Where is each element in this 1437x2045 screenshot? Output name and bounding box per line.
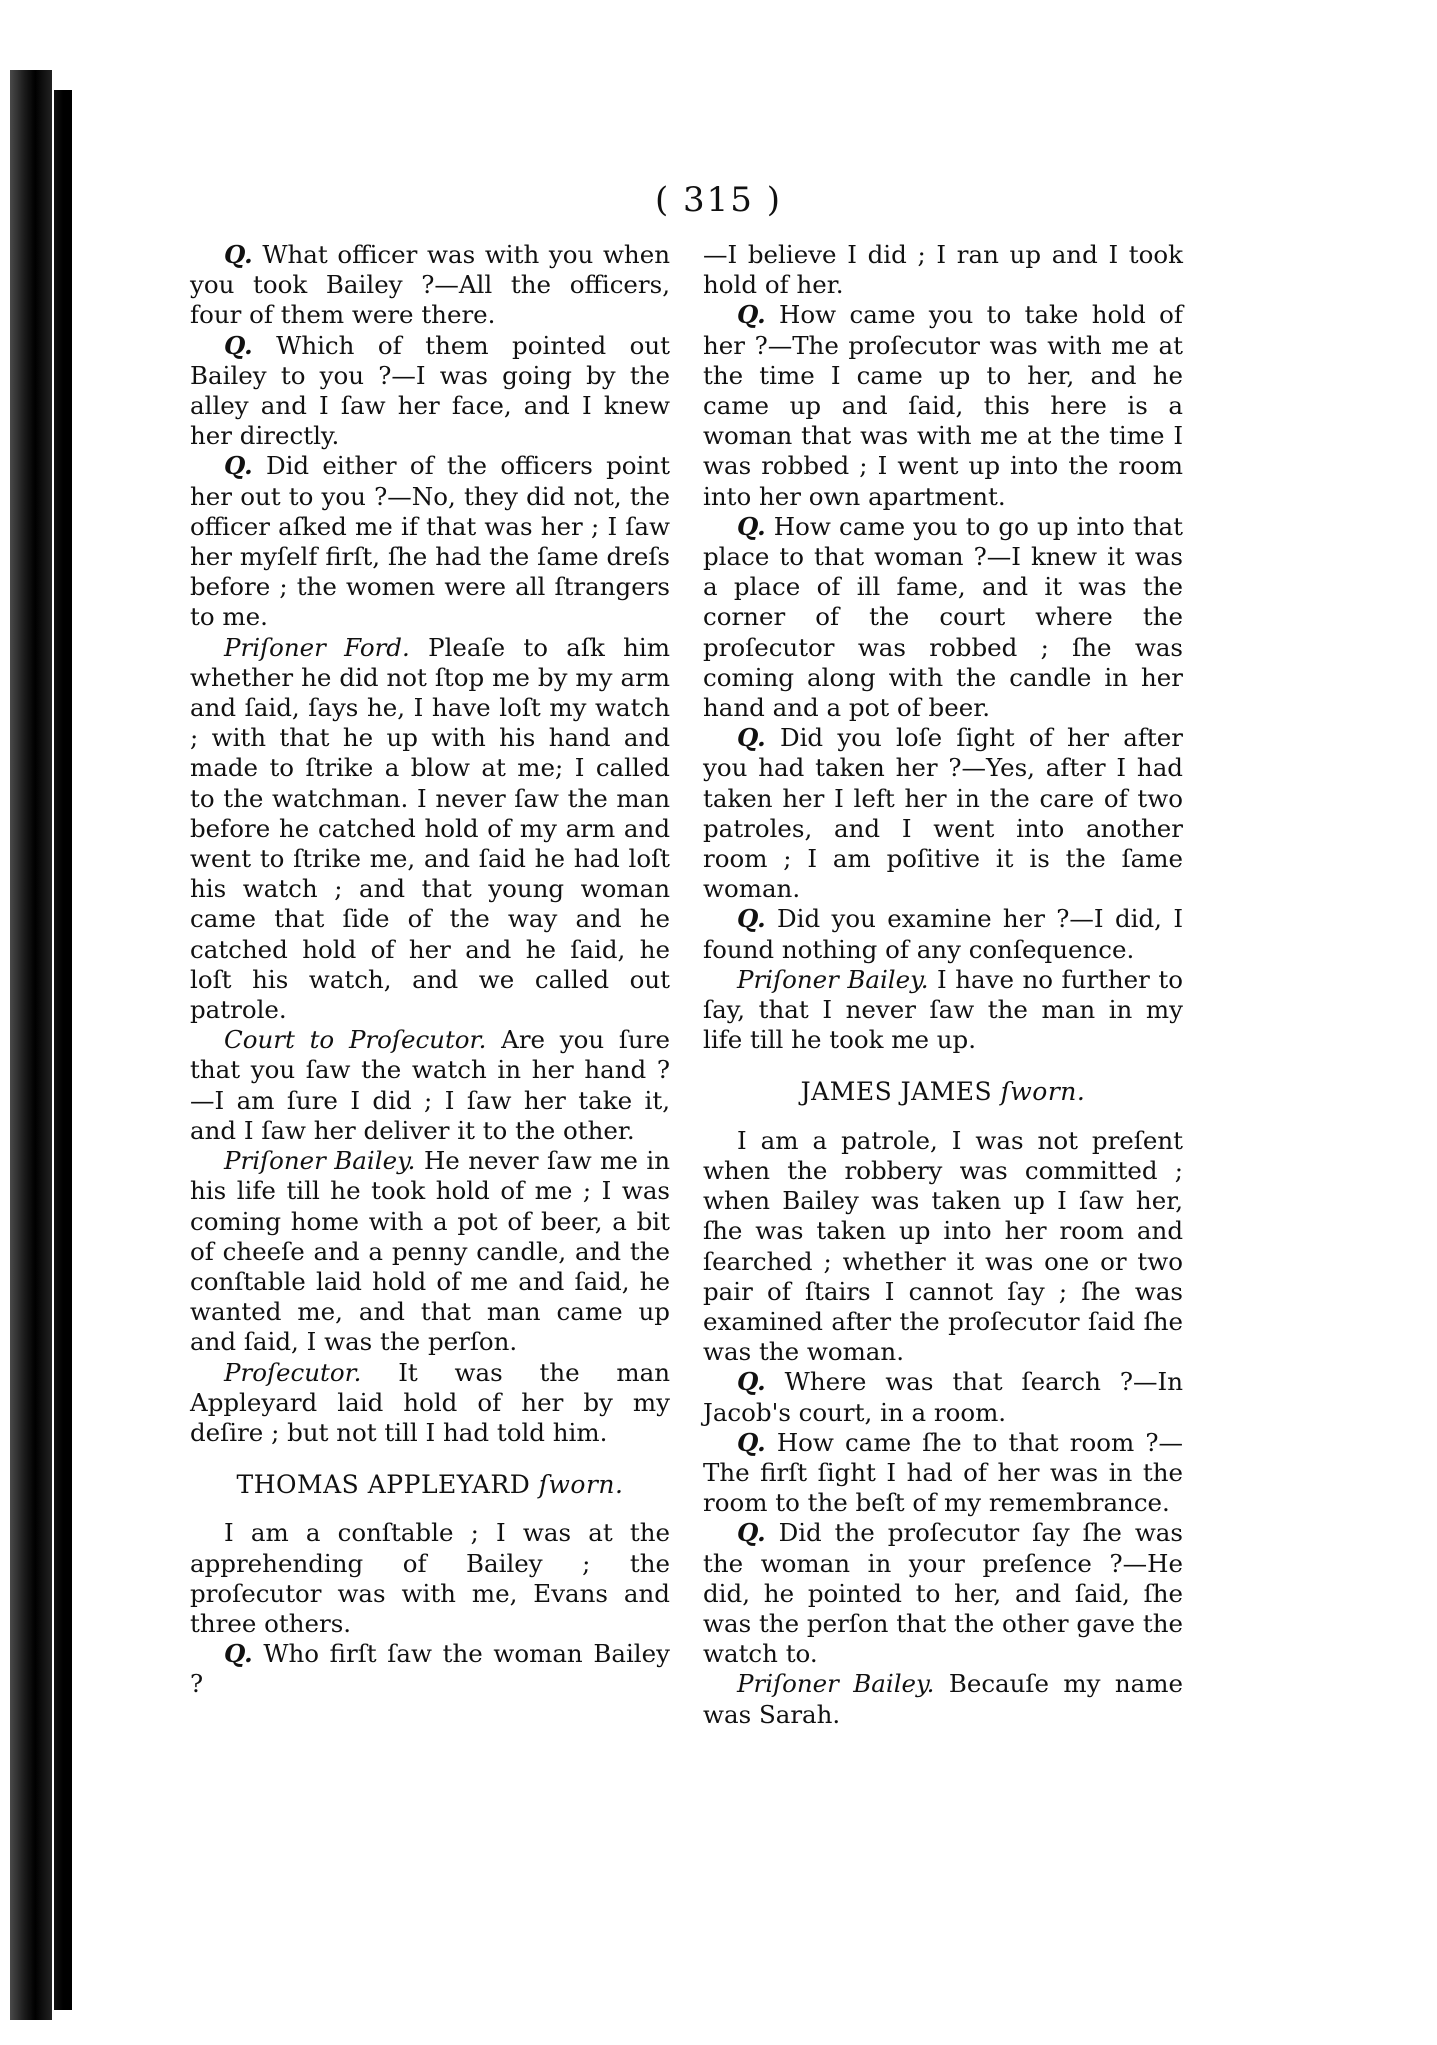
witness-heading [703,1077,1183,1107]
question-mark: Q. [737,511,766,541]
speaker-paragraph [190,1146,670,1357]
question-paragraph [190,240,670,331]
paragraph-text: Where was that ſearch ?—In Jacob's court, in a room. [703,1367,1183,1427]
question-mark: Q. [737,300,766,330]
question-paragraph [703,300,1183,511]
question-paragraph [190,331,670,452]
paragraph-text: How came you to take hold of her ?—The proſecutor was with me at the time I came up to her, and he came up and ſaid, this here is a woman that was with me at the time I was robbed ; I went up into the room into her own apartment. [703,300,1183,511]
speaker-paragraph [190,1358,670,1449]
paragraph-text: Which of them pointed out Bailey to you ?—I was going by the alley and I ſaw her face, and I knew her directly. [190,330,670,451]
speaker-label: Priſoner Ford. [224,632,410,662]
question-mark: Q. [737,1367,766,1397]
paragraph-text: How came ſhe to that room ?—The firſt ſight I had of her was in the room to the beſt of my remembrance. [703,1427,1183,1518]
continued-paragraph [703,240,1183,300]
left-column [190,240,670,1700]
question-paragraph [190,451,670,632]
witness-name: THOMAS APPLEYARD [236,1470,531,1500]
question-paragraph [703,1367,1183,1427]
page-number: ( 315 ) [654,180,783,220]
witness-name: JAMES JAMES [800,1077,993,1107]
question-mark: Q. [737,904,766,934]
question-mark: Q. [224,240,253,269]
question-mark: Q. [224,330,253,360]
paragraph-text: Did either of the officers point her out to you ?—No, they did not, the officer aſked me if that was her ; I ſaw her myſelf firſt, ſhe had the ſame dreſs before ; the women were all ſtrangers to me. [190,451,670,632]
speaker-label: Priſoner Bailey. [737,964,929,994]
question-mark: Q. [224,451,253,481]
paragraph-text: How came you to go up into that place to that woman ?—I knew it was a place of ill fame, and it was the corner of the court where the proſecutor was robbed ; ſhe was coming along with the candle in her hand and a pot of beer. [703,511,1183,723]
paragraph-text: I am a conſtable ; I was at the apprehending of Bailey ; the proſecutor was with me, Evans and three others. [190,1518,670,1638]
testimony-paragraph [703,1126,1183,1368]
question-mark: Q. [737,723,766,753]
speaker-label: Proſecutor. [224,1357,362,1387]
paragraph-text: What officer was with you when you took Bailey ?—All the officers, four of them were there. [190,240,670,330]
paragraph-text: Did you loſe ſight of her after you had taken her ?—Yes, after I had taken her I left her in the care of two patroles, and I went into another room ; I am poſitive it is the ſame woman. [703,723,1183,904]
question-mark: Q. [737,1427,766,1457]
paragraph-text: I have no further to ſay, that I never ſaw the man in my life till he took me up. [703,964,1183,1055]
paragraph-text: It was the man Appleyard laid hold of her by my deſire ; but not till I had told him. [190,1357,670,1447]
speaker-paragraph [190,633,670,1026]
sworn-label: ſworn. [1000,1077,1086,1107]
question-paragraph [703,1428,1183,1519]
right-column [703,240,1183,1730]
question-paragraph [190,1639,670,1699]
page-binding-edge [10,70,52,2020]
paragraph-text: Becauſe my name was Sarah. [703,1669,1183,1729]
question-paragraph [703,904,1183,964]
question-paragraph [703,512,1183,723]
paragraph-text: Did the proſecutor ſay ſhe was the woman in your preſence ?—He did, he pointed to her, and ſaid, ſhe was the perſon that the other gave the watch to. [703,1518,1183,1669]
witness-heading [190,1470,670,1500]
speaker-paragraph [703,1669,1183,1729]
speaker-label: Priſoner Bailey. [737,1669,935,1699]
paragraph-text: Are you ſure that you ſaw the watch in her hand ? —I am ſure I did ; I ſaw her take it, and I ſaw her deliver it to the other. [190,1025,670,1145]
question-mark: Q. [224,1639,253,1669]
question-paragraph [703,1518,1183,1669]
speaker-label: Priſoner Bailey. [224,1146,416,1176]
sworn-label: ſworn. [538,1470,624,1500]
paragraph-text: —I believe I did ; I ran up and I took hold of her. [703,240,1183,300]
question-paragraph [703,723,1183,904]
paragraph-text: Did you examine her ?—I did, I found nothing of any conſequence. [703,904,1183,964]
paragraph-text: Who firſt ſaw the woman Bailey ? [190,1639,670,1699]
question-mark: Q. [737,1518,766,1548]
paragraph-text: I am a patrole, I was not preſent when the robbery was committed ; when Bailey was taken up I ſaw her, ſhe was taken up into her room and ſearched ; whether it was one or two pair of ſtairs I cannot ſay ; ſhe was examined after the proſecutor ſaid ſhe was the woman. [703,1125,1183,1367]
paragraph-text: Pleaſe to aſk him whether he did not ſtop me by my arm and ſaid, ſays he, I have loſt my watch ; with that he up with his hand and made to ſtrike a blow at me; I called to the watchman. I never ſaw the man before he catched hold of my arm and went to ſtrike me, and ſaid he had loſt his watch ; and that young woman came that ſide of the way and he catched hold of her and he ſaid, he loſt his watch, and we called out patrole. [190,632,670,1025]
speaker-paragraph [703,965,1183,1056]
speaker-label: Court to Proſecutor. [224,1025,487,1055]
paragraph-text: He never ſaw me in his life till he took hold of me ; I was coming home with a pot of beer, a bit of cheeſe and a penny candle, and the conſtable laid hold of me and ſaid, he wanted me, and that man came up and ſaid, I was the perſon. [190,1146,670,1357]
testimony-paragraph [190,1518,670,1639]
speaker-paragraph [190,1025,670,1146]
